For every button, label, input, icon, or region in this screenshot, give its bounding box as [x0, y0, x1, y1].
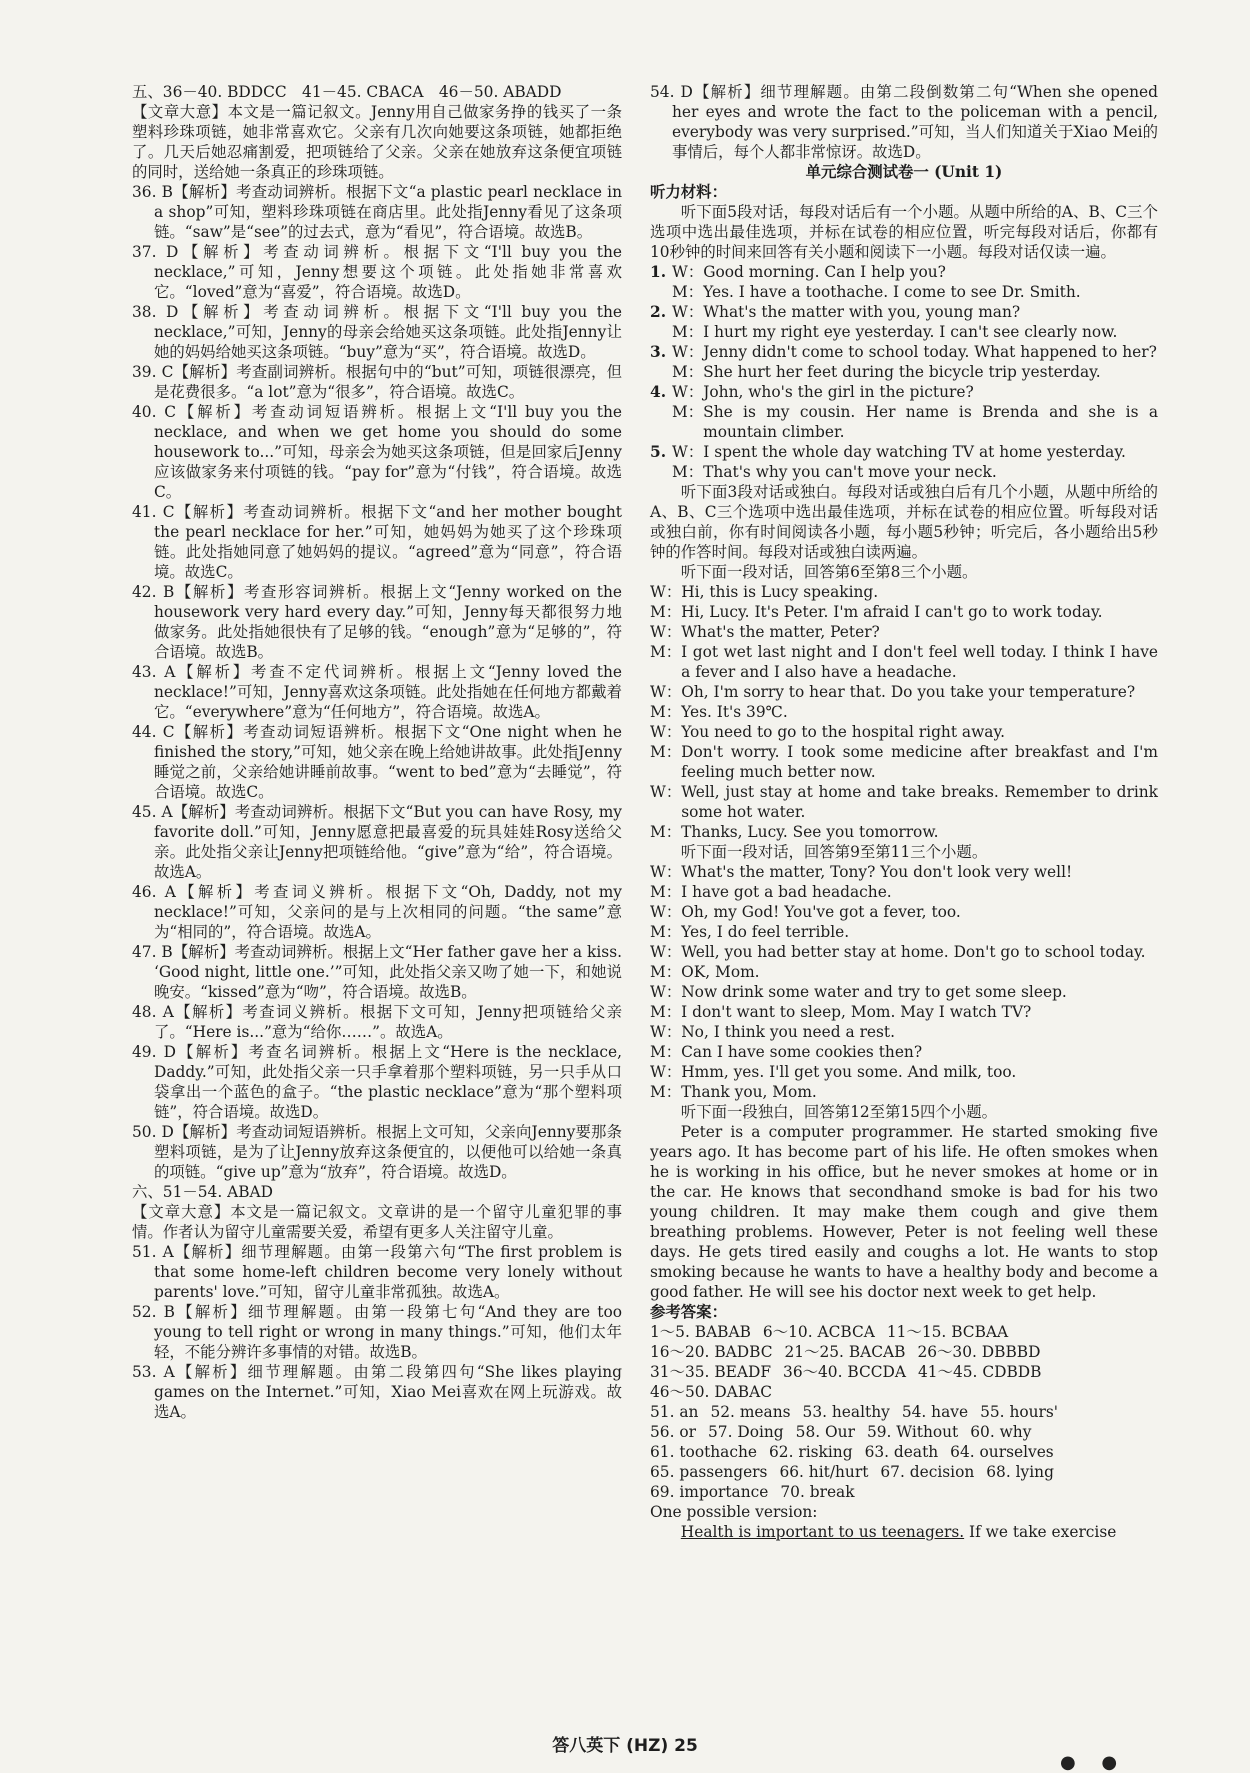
speaker: M： — [672, 323, 704, 341]
utterance: Jenny didn't come to school today. What happened to her? — [703, 343, 1157, 361]
answer-item: 46～50. DABAC — [650, 1383, 772, 1401]
answer-item: 60. why — [970, 1423, 1032, 1441]
left-paragraph: 37. D【解析】考查动词辨析。根据下文“I'll buy you the necklace,”可知，Jenny想要这个项链。此处指她非常喜欢它。“loved”意为“喜爱”，符合语境。故选D。 — [132, 243, 622, 301]
utterance: Yes, I do feel terrible. — [681, 923, 850, 941]
right-column — [650, 82, 1158, 1542]
intro-9-11: 听下面一段对话，回答第9至第11三个小题。 — [680, 843, 988, 861]
dialog-line — [650, 882, 1158, 902]
dialog-number — [650, 402, 672, 442]
answer-item: 63. death — [864, 1443, 939, 1461]
utterance: That's why you can't move your neck. — [703, 463, 997, 481]
answer-key — [650, 1322, 1158, 1502]
dialog-line — [650, 702, 1158, 722]
dialog-line — [650, 622, 1158, 642]
dialog-line — [650, 362, 1158, 382]
answer-item: 16～20. BADBC — [650, 1343, 773, 1361]
speaker: W： — [650, 623, 682, 641]
monologue: Peter is a computer programmer. He started smoking five years ago. It has become part of his life. He often smokes when he is working in his office, but he never smokes at home or in the car. He knows that secondhand smoke is bad for his two young children. It may make them cough and give them breathing problems. However, Peter is not feeling well these days. He gets tired easily and coughs a lot. He wants to stop smoking because he wants to have a healthy body and become a good father. He will see his doctor next week to get help. — [650, 1123, 1158, 1301]
utterance: I don't want to sleep, Mom. May I watch TV? — [681, 1003, 1032, 1021]
dialog-line — [650, 862, 1158, 882]
essay-start — [650, 1522, 1158, 1542]
answer-item: 61. toothache — [650, 1443, 757, 1461]
dialog-line — [650, 342, 1158, 362]
speaker: M： — [672, 403, 704, 421]
dialog-line — [650, 782, 1158, 822]
utterance: Oh, I'm sorry to hear that. Do you take your temperature? — [681, 683, 1136, 701]
left-paragraph: 【文章大意】本文是一篇记叙文。文章讲的是一个留守儿童犯罪的事情。作者认为留守儿童需要关爱，希望有更多人关注留守儿童。 — [132, 1203, 622, 1241]
answer-item: 26～30. DBBBD — [917, 1343, 1041, 1361]
answer-row — [650, 1482, 1158, 1502]
answer-item: 65. passengers — [650, 1463, 768, 1481]
dialog-line — [650, 742, 1158, 782]
answer-row — [650, 1362, 1158, 1382]
utterance: Well, you had better stay at home. Don't go to school today. — [681, 943, 1146, 961]
utterance: What's the matter, Tony? You don't look very well! — [681, 863, 1073, 881]
dialog-number — [650, 362, 672, 382]
left-paragraph: 41. C【解析】考查动词辨析。根据下文“and her mother bought the pearl necklace for her.”可知，她妈妈为她买了这个珍珠项链。此处指她同意了她妈妈的提议。“agreed”意为“同意”，符合语境。故选C。 — [132, 503, 622, 581]
utterance: OK, Mom. — [681, 963, 760, 981]
speaker: W： — [650, 1023, 682, 1041]
utterance: John, who's the girl in the picture? — [703, 383, 974, 401]
answer-item: 41～45. CDBDB — [917, 1363, 1042, 1381]
version-label: One possible version: — [650, 1503, 818, 1521]
left-paragraph: 47. B【解析】考查动词辨析。根据上文“Her father gave her a kiss. ‘Good night, little one.’”可知，此处指父亲又吻了她一下，和她说晚安。“kissed”意为“吻”，符合语境。故选B。 — [132, 943, 622, 1001]
left-paragraph: 49. D【解析】考查名词辨析。根据上文“Here is the necklace, Daddy.”可知，此处指父亲一只手拿着那个塑料项链，另一只手从口袋拿出一个蓝色的盒子。“the plastic necklace”意为“那个塑料项链”，符合语境。故选D。 — [132, 1043, 622, 1121]
utterance: I have got a bad headache. — [681, 883, 892, 901]
answer-row — [650, 1342, 1158, 1362]
dialog-number: 4. — [650, 383, 667, 401]
answer-row — [650, 1462, 1158, 1482]
listening-intro-2: 听下面3段对话或独白。每段对话或独白后有几个小题，从题中所给的A、B、C三个选项中选出最佳选项，并标在试卷的相应位置。听每段对话或独白前，你有时间阅读各小题，每小题5秒钟；听完后，各小题给出5秒钟的作答时间。每段对话或独白读两遍。 — [650, 483, 1158, 561]
answer-item: 57. Doing — [708, 1423, 784, 1441]
listening-intro-1: 听下面5段对话，每段对话后有一个小题。从题中所给的A、B、C三个选项中选出最佳选项，并标在试卷的相应位置，听完每段对话后，你都有10秒钟的时间来回答有关小题和阅读下一小题。每段对话仅读一遍。 — [650, 203, 1158, 261]
utterance: Oh, my God! You've got a fever, too. — [681, 903, 961, 921]
intro-6-8: 听下面一段对话，回答第6至第8三个小题。 — [680, 563, 978, 581]
left-paragraph: 36. B【解析】考查动词辨析。根据下文“a plastic pearl necklace in a shop”可知，塑料珍珠项链在商店里。此处指Jenny看见了这条项链。“saw”是“see”的过去式，意为“看见”，符合语境。故选B。 — [132, 183, 622, 241]
answer-item: 69. importance — [650, 1483, 769, 1501]
dialog-number: 1. — [650, 263, 667, 281]
dialog-number — [650, 322, 672, 342]
speaker: M： — [672, 363, 704, 381]
answer-item: 56. or — [650, 1423, 696, 1441]
answer-row — [650, 1402, 1158, 1422]
dialog-line — [650, 962, 1158, 982]
answer-row — [650, 1322, 1158, 1342]
dialog-line — [650, 922, 1158, 942]
speaker: W： — [650, 783, 682, 801]
speaker: M： — [650, 703, 682, 721]
dialog-line — [650, 1002, 1158, 1022]
answer-item: 64. ourselves — [950, 1443, 1054, 1461]
answer-item: 11～15. BCBAA — [886, 1323, 1009, 1341]
utterance: She hurt her feet during the bicycle trip yesterday. — [703, 363, 1101, 381]
utterance: Now drink some water and try to get some sleep. — [681, 983, 1067, 1001]
speaker: M： — [650, 1083, 682, 1101]
utterance: Well, just stay at home and take breaks. Remember to drink some hot water. — [681, 783, 1158, 821]
utterance: Hmm, yes. I'll get you some. And milk, too. — [681, 1063, 1017, 1081]
utterance: She is my cousin. Her name is Brenda and she is a mountain climber. — [703, 403, 1158, 441]
left-paragraph: 【文章大意】本文是一篇记叙文。Jenny用自己做家务挣的钱买了一条塑料珍珠项链，她非常喜欢它。父亲有几次向她要这条项链，她都拒绝了。几天后她忍痛割爱，把项链给了父亲。父亲在她放弃这条便宜项链的同时，送给她一条真正的珍珠项链。 — [132, 103, 622, 181]
left-paragraph: 42. B【解析】考查形容词辨析。根据上文“Jenny worked on the housework very hard every day.”可知，Jenny每天都很努力地做家务。此处指她很快有了足够的钱。“enough”意为“足够的”，符合语境。故选B。 — [132, 583, 622, 661]
left-paragraph: 五、36－40. BDDCC 41－45. CBACA 46－50. ABADD — [132, 83, 562, 101]
dialog-line — [650, 582, 1158, 602]
page-footer: 答八英下 (HZ) 25 — [552, 1736, 698, 1756]
dialog-number: 2. — [650, 303, 667, 321]
left-paragraph: 40. C【解析】考查动词短语辨析。根据上文“I'll buy you the necklace, and when we get home you should do some housework to...”可知，母亲会为她买这条项链，但是回家后Jenny应该做家务来付项链的钱。“pay for”意为“付钱”，符合语境。故选C。 — [132, 403, 622, 501]
answer-row — [650, 1382, 1158, 1402]
dialog-line — [650, 602, 1158, 622]
answer-54: 54. D【解析】细节理解题。由第二段倒数第二句“When she opened her eyes and wrote the fact to the policeman with a pencil, everybody was very surprised.”可知，当人们知道关于Xiao Mei的事情后，每个人都非常惊讶。故选D。 — [650, 83, 1158, 161]
dialog-line — [650, 322, 1158, 342]
answer-item: 52. means — [710, 1403, 791, 1421]
answer-item: 53. healthy — [802, 1403, 890, 1421]
utterance: Yes. It's 39℃. — [681, 703, 788, 721]
intro-12-15: 听下面一段独白，回答第12至第15四个小题。 — [680, 1103, 997, 1121]
dialog-line — [650, 642, 1158, 682]
speaker: M： — [650, 1003, 682, 1021]
speaker: W： — [672, 303, 704, 321]
essay-continuation: If we take exercise — [964, 1523, 1117, 1541]
speaker: W： — [672, 443, 704, 461]
answers-label: 参考答案： — [650, 1303, 727, 1321]
dialog-line — [650, 942, 1158, 962]
short-dialogs — [650, 262, 1158, 482]
answer-item: 62. risking — [769, 1443, 853, 1461]
speaker: M： — [650, 603, 682, 621]
left-paragraph: 46. A【解析】考查词义辨析。根据下文“Oh, Daddy, not my necklace!”可知，父亲问的是与上次相同的问题。“the same”意为“相同的”，符合语境。故选A。 — [132, 883, 622, 941]
left-column — [132, 82, 622, 1422]
utterance: Can I have some cookies then? — [681, 1043, 923, 1061]
answer-item: 54. have — [901, 1403, 969, 1421]
answer-item: 55. hours' — [980, 1403, 1059, 1421]
utterance: Hi, Lucy. It's Peter. I'm afraid I can't go to work today. — [681, 603, 1103, 621]
dialog-9-11 — [650, 862, 1158, 1102]
dialog-line — [650, 902, 1158, 922]
speaker: M： — [650, 743, 682, 761]
speaker: W： — [650, 863, 682, 881]
speaker: W： — [650, 723, 682, 741]
answer-item: 70. break — [780, 1483, 855, 1501]
utterance: Yes. I have a toothache. I come to see Dr. Smith. — [703, 283, 1081, 301]
dialog-line — [650, 822, 1158, 842]
corner-dots: ● ● — [1060, 1752, 1128, 1773]
speaker: W： — [650, 1063, 682, 1081]
utterance: Thank you, Mom. — [681, 1083, 817, 1101]
speaker: W： — [650, 983, 682, 1001]
dialog-number: 3. — [650, 343, 667, 361]
utterance: No, I think you need a rest. — [681, 1023, 896, 1041]
utterance: Thanks, Lucy. See you tomorrow. — [681, 823, 939, 841]
dialog-number: 5. — [650, 443, 667, 461]
section-title: 单元综合测试卷一 (Unit 1) — [805, 163, 1003, 181]
utterance: I spent the whole day watching TV at home yesterday. — [703, 443, 1126, 461]
dialog-line — [650, 1062, 1158, 1082]
answer-item: 59. Without — [866, 1423, 959, 1441]
answer-item: 68. lying — [986, 1463, 1054, 1481]
speaker: W： — [650, 903, 682, 921]
speaker: W： — [650, 583, 682, 601]
answer-item: 1～5. BABAB — [650, 1323, 751, 1341]
left-paragraph: 43. A【解析】考查不定代词辨析。根据上文“Jenny loved the necklace!”可知，Jenny喜欢这条项链。此处指她在任何地方都戴着它。“everywhere”意为“任何地方”，符合语境。故选A。 — [132, 663, 622, 721]
utterance: What's the matter with you, young man? — [703, 303, 1021, 321]
answer-item: 36～40. BCCDA — [783, 1363, 906, 1381]
speaker: W： — [672, 343, 704, 361]
speaker: M： — [650, 643, 682, 661]
utterance: What's the matter, Peter? — [681, 623, 880, 641]
left-paragraph: 六、51－54. ABAD — [132, 1183, 274, 1201]
answer-item: 31～35. BEADF — [650, 1363, 772, 1381]
left-paragraph: 51. A【解析】细节理解题。由第一段第六句“The first problem is that some home-left children become very lonely without parents' love.”可知，留守儿童非常孤独。故选A。 — [132, 1243, 622, 1301]
speaker: M： — [672, 283, 704, 301]
speaker: M： — [650, 823, 682, 841]
dialog-6-8 — [650, 582, 1158, 842]
left-paragraph: 52. B【解析】细节理解题。由第一段第七句“And they are too young to tell right or wrong in many things.”可知，他们太年轻，不能分辨许多事情的对错。故选B。 — [132, 1303, 622, 1361]
answer-item: 67. decision — [880, 1463, 975, 1481]
dialog-line — [650, 302, 1158, 322]
left-paragraph: 45. A【解析】考查动词辨析。根据下文“But you can have Rosy, my favorite doll.”可知，Jenny愿意把最喜爱的玩具娃娃Rosy送给父亲。此处指父亲让Jenny把项链给他。“give”意为“给”，符合语境。故选A。 — [132, 803, 622, 881]
speaker: W： — [672, 263, 704, 281]
answer-row — [650, 1422, 1158, 1442]
dialog-line — [650, 982, 1158, 1002]
speaker: M： — [672, 463, 704, 481]
answer-item: 6～10. ACBCA — [762, 1323, 875, 1341]
speaker: W： — [650, 683, 682, 701]
left-paragraph: 50. D【解析】考查动词短语辨析。根据上文可知，父亲向Jenny要那条塑料项链，是为了让Jenny放弃这条便宜的，以便他可以给她一条真的项链。“give up”意为“放弃”，符合语境。故选D。 — [132, 1123, 622, 1181]
speaker: M： — [650, 1043, 682, 1061]
left-paragraph: 53. A【解析】细节理解题。由第二段第四句“She likes playing games on the Internet.”可知，Xiao Mei喜欢在网上玩游戏。故选A。 — [132, 1363, 622, 1421]
dialog-number — [650, 282, 672, 302]
answer-item: 58. Our — [795, 1423, 855, 1441]
dialog-line — [650, 382, 1158, 402]
dialog-line — [650, 722, 1158, 742]
left-paragraph: 48. A【解析】考查词义辨析。根据下文可知，Jenny把项链给父亲了。“Here is...”意为“给你……”。故选A。 — [132, 1003, 622, 1041]
listening-label: 听力材料： — [650, 183, 727, 201]
dialog-line — [650, 682, 1158, 702]
dialog-line — [650, 1082, 1158, 1102]
dialog-line — [650, 262, 1158, 282]
left-paragraph: 44. C【解析】考查动词短语辨析。根据下文“One night when he finished the story,”可知，她父亲在晚上给她讲故事。此处指Jenny睡觉之前，父亲给她讲睡前故事。“went to bed”意为“去睡觉”，符合语境。故选C。 — [132, 723, 622, 801]
utterance: Don't worry. I took some medicine after breakfast and I'm feeling much better now. — [681, 743, 1158, 781]
answer-item: 21～25. BACAB — [784, 1343, 906, 1361]
speaker: W： — [650, 943, 682, 961]
dialog-line — [650, 1022, 1158, 1042]
answer-item: 51. an — [650, 1403, 699, 1421]
dialog-line — [650, 1042, 1158, 1062]
speaker: M： — [650, 883, 682, 901]
dialog-line — [650, 282, 1158, 302]
utterance: You need to go to the hospital right away. — [681, 723, 1005, 741]
utterance: Hi, this is Lucy speaking. — [681, 583, 879, 601]
utterance: I got wet last night and I don't feel well today. I think I have a fever and I also have a headache. — [681, 643, 1158, 681]
answer-row — [650, 1442, 1158, 1462]
dialog-line — [650, 402, 1158, 442]
speaker: W： — [672, 383, 704, 401]
answer-item: 66. hit/hurt — [779, 1463, 869, 1481]
dialog-number — [650, 462, 672, 482]
left-paragraph: 39. C【解析】考查副词辨析。根据句中的“but”可知，项链很漂亮，但是花费很多。“a lot”意为“很多”，符合语境。故选C。 — [132, 363, 622, 401]
utterance: I hurt my right eye yesterday. I can't see clearly now. — [703, 323, 1118, 341]
speaker: M： — [650, 963, 682, 981]
left-paragraph: 38. D【解析】考查动词辨析。根据下文“I'll buy you the necklace,”可知，Jenny的母亲会给她买这条项链。此处指Jenny让她的妈妈给她买这条项链。“buy”意为“买”，符合语境。故选D。 — [132, 303, 622, 361]
essay-topic-sentence: Health is important to us teenagers. — [680, 1523, 965, 1541]
speaker: M： — [650, 923, 682, 941]
dialog-line — [650, 442, 1158, 462]
utterance: Good morning. Can I help you? — [703, 263, 946, 281]
dialog-line — [650, 462, 1158, 482]
